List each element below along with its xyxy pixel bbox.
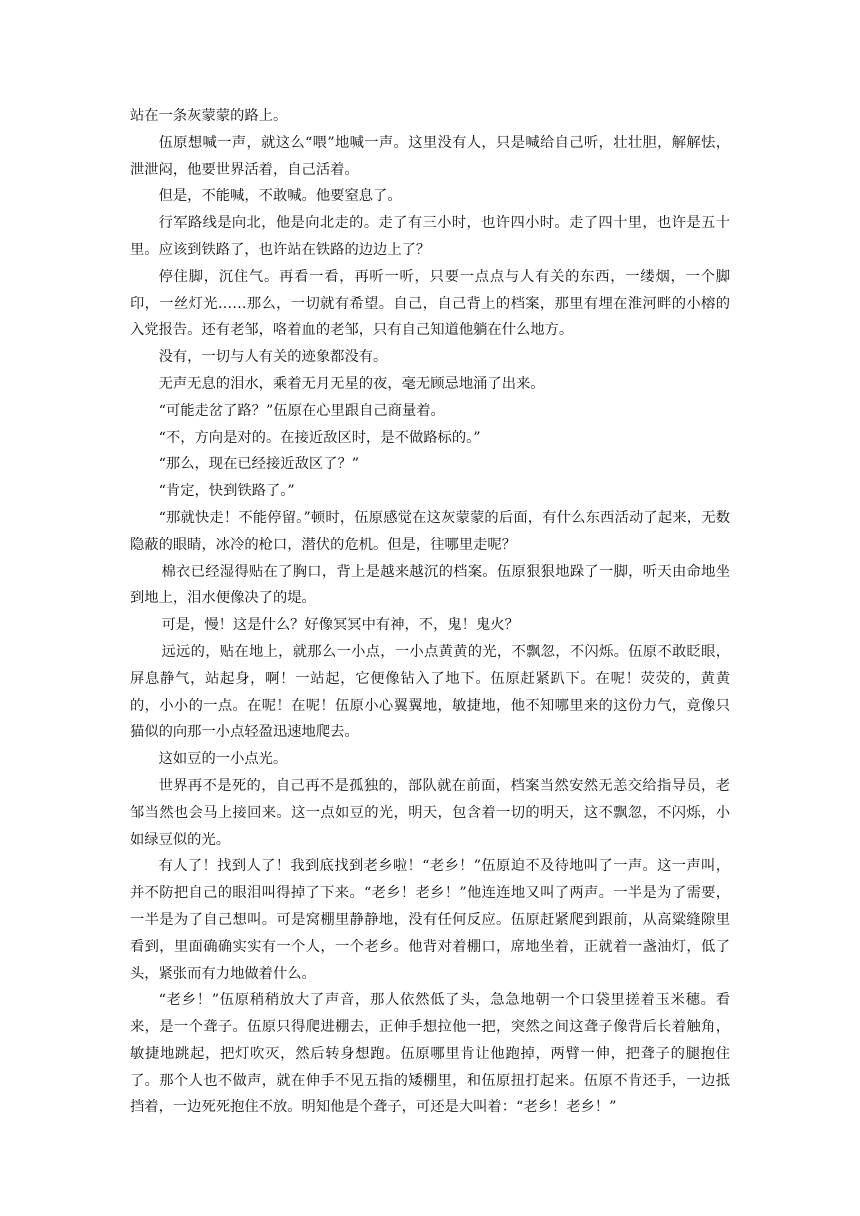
paragraph: 停住脚，沉住气。再看一看，再听一听，只要一点点与人有关的东西，一缕烟，一个脚印，一丝灯光……那么，一切就有希望。自己，自己背上的档案，那里有埋在淮河畔的小榕的入党报告。还有老邹，咯着血的老邹，只有自己知道他躺在什么地方。 bbox=[130, 268, 730, 339]
paragraph: 棉衣已经湿得贴在了胸口，背上是越来越沉的档案。伍原狠狠地跺了一脚，听天由命地坐到地上，泪水便像决了的堤。 bbox=[130, 563, 730, 607]
paragraph: “肯定，快到铁路了。” bbox=[158, 483, 295, 500]
paragraph: “那么，现在已经接近敌区了？” bbox=[158, 456, 360, 473]
paragraph: 有人了！找到人了！我到底找到老乡啦！“老乡！”伍原迫不及待地叫了一声。这一声叫，并不防把自己的眼泪叫得掉了下来。“老乡！老乡！”他连连地又叫了两声。一半是为了需要，一半是为了自己想叫。可是窝棚里静静地，没有任何反应。伍原赶紧爬到跟前，从高粱缝隙里看到，里面确确实实有一个人，一个老乡。他背对着棚口，席地坐着，正就着一盏油灯，低了头，紧张而有力地做着什么。 bbox=[130, 858, 730, 982]
paragraph: 伍原想喊一声，就这么“喂”地喊一声。这里没有人，只是喊给自己听，壮壮胆，解解怯，泄泄闷，他要世界活着，自己活着。 bbox=[130, 134, 730, 178]
paragraph: 世界再不是死的，自己再不是孤独的，部队就在前面，档案当然安然无恙交给指导员，老邹当然也会马上接回来。这一点如豆的光，明天，包含着一切的明天，这不飘忽，不闪烁，小如绿豆似的光。 bbox=[130, 777, 730, 848]
paragraph: 远远的，贴在地上，就那么一小点，一小点黄黄的光，不飘忽，不闪烁。伍原不敢眨眼，屏息静气，站起身，啊！一站起，它便像钻入了地下。伍原赶紧趴下。在呢！荧荧的，黄黄的，小小的一点。在呢！在呢！伍原小心翼翼地，敏捷地，他不知哪里来的这份力气，竟像只猫似的向那一小点轻盈迅速地爬去。 bbox=[130, 643, 730, 741]
paragraph: “可能走岔了路？”伍原在心里跟自己商量着。 bbox=[158, 402, 445, 419]
paragraph: 这如豆的一小点光。 bbox=[158, 751, 288, 768]
paragraph: “那就快走！不能停留。”顿时，伍原感觉在这灰蒙蒙的后面，有什么东西活动了起来，无数隐蔽的眼睛，冰冷的枪口，潜伏的危机。但是，往哪里走呢？ bbox=[130, 509, 730, 553]
paragraph: “不，方向是对的。在接近敌区时，是不做路标的。” bbox=[158, 429, 481, 446]
paragraph: 但是，不能喊，不敢喊。他要窒息了。 bbox=[158, 188, 402, 205]
paragraph: 行军路线是向北，他是向北走的。走了有三小时，也许四小时。走了四十里，也许是五十里。应该到铁路了，也许站在铁路的边边上了？ bbox=[130, 215, 730, 258]
paragraph: 站在一条灰蒙蒙的路上。 bbox=[130, 108, 288, 124]
paragraph: 无声无息的泪水，乘着无月无星的夜，毫无顾忌地涌了出来。 bbox=[158, 375, 545, 392]
paragraph: 可是，慢！这是什么？好像冥冥中有神，不，鬼！鬼火？ bbox=[161, 617, 519, 634]
paragraph: 没有，一切与人有关的迹象都没有。 bbox=[158, 349, 388, 366]
paragraph: “老乡！”伍原稍稍放大了声音，那人依然低了头，急急地朝一个口袋里搓着玉米穗。看来，是一个聋子。伍原只得爬进棚去，正伸手想拉他一把，突然之间这聋子像背后长着触角，敏捷地跳起，把灯吹灭，然后转身想跑。伍原哪里肯让他跑掉，两臂一伸，把聋子的腿抱住了。那个人也不做声，就在伸手不见五指的矮棚里，和伍原扭打起来。伍原不肯还手，一边抵挡着，一边死死抱住不放。明知他是个聋子，可还是大叫着：“老乡！老乡！” bbox=[130, 992, 730, 1116]
document-body bbox=[130, 103, 730, 1121]
